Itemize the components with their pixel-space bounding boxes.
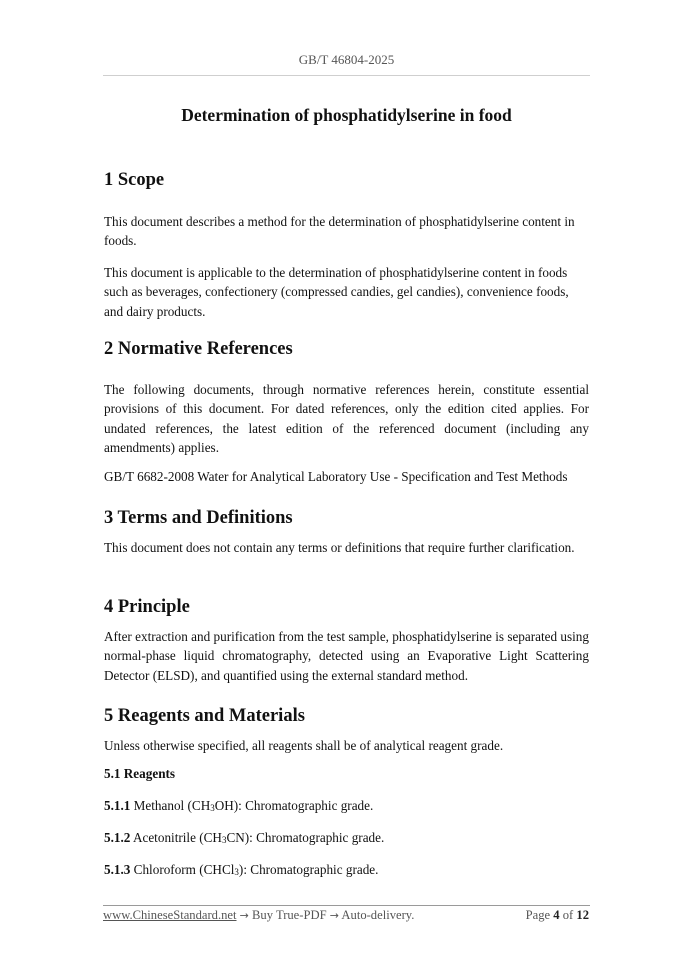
website-link[interactable]: www.ChineseStandard.net xyxy=(103,908,237,922)
reagent-item xyxy=(104,798,373,814)
of-label: of xyxy=(562,908,574,922)
reagent-item xyxy=(104,862,378,878)
auto-delivery-text: Auto-delivery. xyxy=(341,908,415,922)
section-heading-principle: 4 Principle xyxy=(104,597,190,617)
reagent-item-text: Methanol (CH xyxy=(133,798,211,813)
footer-links xyxy=(103,908,414,923)
footer-divider xyxy=(103,905,590,906)
reagent-item-text: Chloroform (CHCl xyxy=(133,862,235,877)
buy-pdf-text: Buy True-PDF xyxy=(252,908,327,922)
subscript: 3 xyxy=(210,803,215,813)
subscript: 3 xyxy=(221,835,227,845)
reagent-item-number: 5.1.1 xyxy=(104,798,131,813)
principle-paragraph: After extraction and purification from the test sample, phosphatidylserine is separated using normal-phase liquid chromatography, detected using an Evaporative Light Scattering Detector (ELSD), and quantified using the external standard method. xyxy=(104,629,589,683)
arrow-right-icon: → xyxy=(329,909,339,922)
page-header: GB/T 46804-2025 xyxy=(298,52,395,67)
reagents-paragraph: Unless otherwise specified, all reagents shall be of analytical reagent grade. xyxy=(104,738,504,753)
section-heading-normative-references: 2 Normative References xyxy=(104,339,293,359)
header-divider xyxy=(103,75,590,76)
section-heading-reagents: 5 Reagents and Materials xyxy=(104,706,305,726)
page-label: Page xyxy=(525,908,551,922)
reagent-item xyxy=(104,830,384,846)
subscript: 3 xyxy=(234,867,239,877)
section-heading-scope: 1 Scope xyxy=(104,170,165,190)
reagent-item-number: 5.1.3 xyxy=(104,862,131,877)
reagent-item-text: ): Chromatographic grade. xyxy=(238,862,379,877)
subsection-heading-reagents: 5.1 Reagents xyxy=(104,766,176,781)
total-pages: 12 xyxy=(576,908,589,922)
normative-reference-item: GB/T 6682-2008 Water for Analytical Laboratory Use - Specification and Test Methods xyxy=(104,469,568,484)
terms-paragraph: This document does not contain any terms or definitions that require further clarification. xyxy=(104,540,575,555)
scope-paragraph-2: This document is applicable to the determination of phosphatidylserine content in foods such as beverages, confectionery (compressed candies, gel candies), convenience foods, and dairy products. xyxy=(104,265,569,319)
reagent-item-text: OH): Chromatographic grade. xyxy=(214,798,374,813)
section-heading-terms: 3 Terms and Definitions xyxy=(104,508,293,528)
reagent-item-text: CN): Chromatographic grade. xyxy=(226,830,385,845)
page-indicator xyxy=(526,908,589,923)
normative-paragraph: The following documents, through normative references herein, constitute essential provisions of this document. For dated references, only the edition cited applies. For undated references, the latest edition of the referenced document (including any amendments) applies. xyxy=(104,382,589,455)
document-title: Determination of phosphatidylserine in food xyxy=(181,105,512,125)
reagent-item-text: Acetonitrile (CH xyxy=(132,830,222,845)
page-number: 4 xyxy=(553,908,560,922)
scope-paragraph-1: This document describes a method for the determination of phosphatidylserine content in foods. xyxy=(104,214,575,249)
arrow-right-icon: → xyxy=(239,909,249,922)
reagent-item-number: 5.1.2 xyxy=(104,830,131,845)
